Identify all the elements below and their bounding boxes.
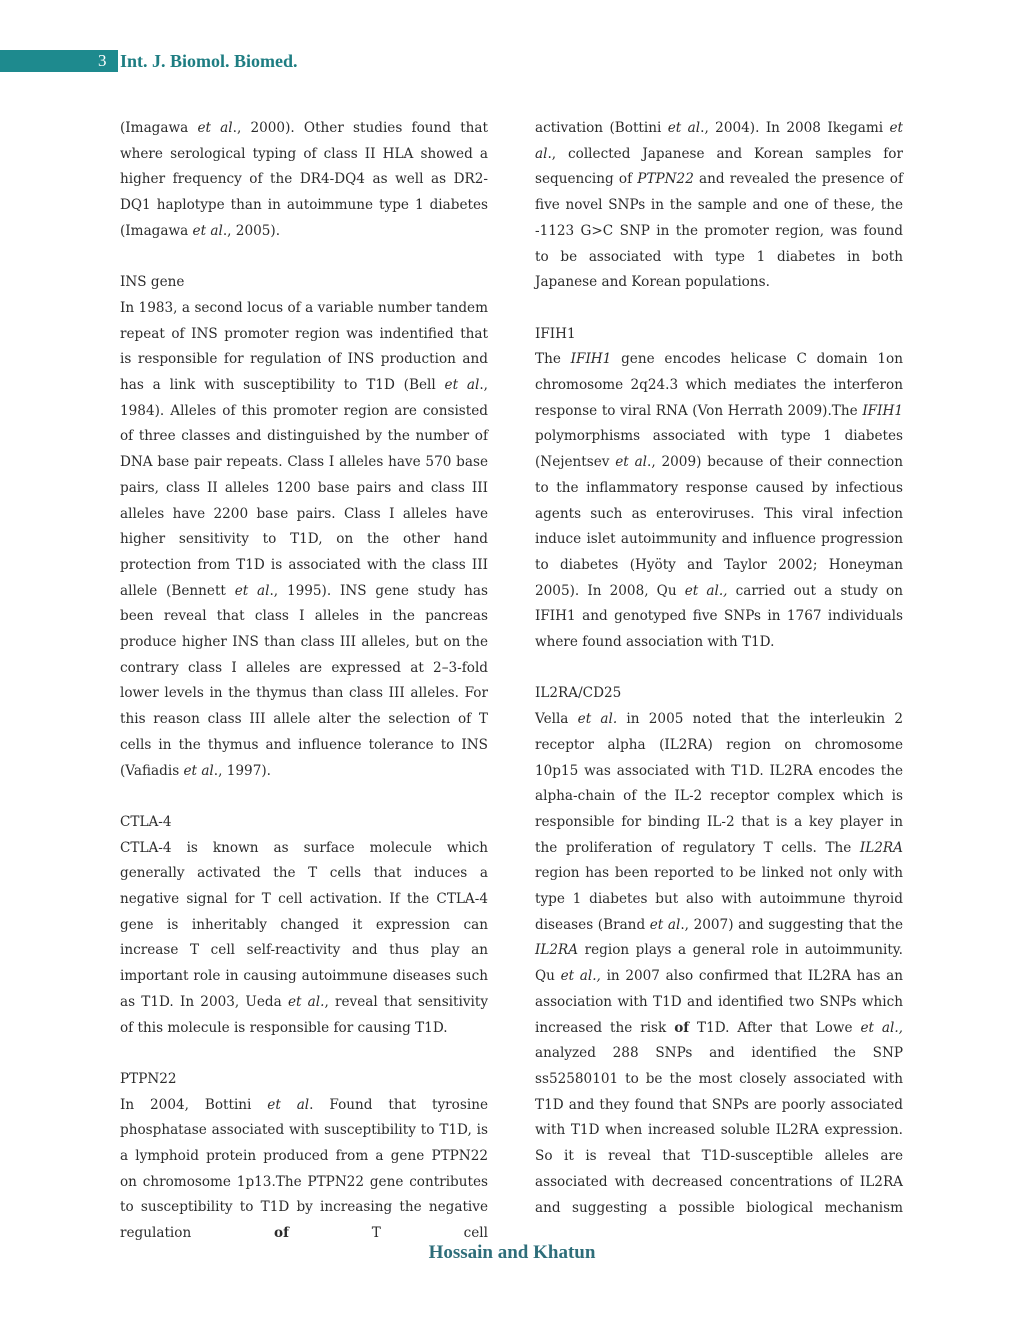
- paragraph: [120, 116, 488, 245]
- text-run: carried out a study on IFIH1 and genotyped five SNPs in 1767 individuals where found association with T1D.: [535, 582, 903, 651]
- text-run: region plays a general role in autoimmunity. Qu: [535, 942, 903, 985]
- text-run: in 2007 also confirmed that IL2RA has an association with T1D and identified two SNPs which increased the risk: [535, 968, 903, 1036]
- italic-run: et al: [444, 377, 480, 394]
- italic-run: et al: [234, 582, 270, 599]
- italic-run: et al: [267, 1096, 310, 1113]
- text-run: region has been reported to be linked not only with type 1 diabetes but also with autoimmune thyroid diseases (Brand: [535, 865, 903, 933]
- paragraph: [535, 116, 903, 296]
- section-heading-ctla4: CTLA-4: [120, 813, 172, 830]
- text-run: . Found that tyrosine phosphatase associated with susceptibility to T1D, is a lymphoid protein produced from a gene PTPN22 on chromosome 1p13.The PTPN22 gene contributes to susceptibility to T1D by increasing the negative regulation: [120, 1096, 488, 1242]
- text-run: , reveal that sensitivity of this molecule is responsible for causing T1D.: [120, 993, 488, 1036]
- text-run: T1D. After that Lowe: [689, 1019, 861, 1036]
- italic-run: et al.: [287, 993, 325, 1010]
- text-run: analyzed 288 SNPs and identified the SNP ss52580101 to be the most closely associated with T1D and they found that SNPs are poorly associated with T1D when increased soluble IL2RA expression. So it is reveal that T1D-susceptible alleles are associated with decreased concentrations of IL2RA and suggesting a possible biological mechanism: [535, 1045, 903, 1216]
- italic-run: IFIH1: [570, 351, 612, 368]
- text-run: polymorphisms associated with type 1 diabetes (Nejentsev: [535, 428, 903, 471]
- italic-run: et al.: [577, 711, 618, 728]
- section-heading-il2ra: IL2RA/CD25: [535, 685, 622, 702]
- italic-run: et al: [192, 222, 223, 239]
- italic-run: IFIH1: [862, 402, 903, 419]
- text-run: and revealed the presence of five novel SNPs in the sample and one of these, the -1123 G>C SNP in the promoter region, was found to be associated with type 1 diabetes in both Japanese and Korean populations.: [535, 171, 903, 291]
- journal-title: Int. J. Biomol. Biomed.: [120, 51, 298, 71]
- text-run: in 2005 noted that the interleukin 2 receptor alpha (IL2RA) region on chromosome 10p15 was associated with T1D. IL2RA encodes the alpha-chain of the IL-2 receptor complex which is responsible for binding IL-2 that is a key player in the proliferation of regulatory T cells. The: [535, 711, 904, 856]
- italic-run: IL2RA: [535, 942, 579, 959]
- italic-run: et al.,: [684, 582, 728, 599]
- italic-run: et al: [649, 916, 681, 933]
- text-run: ., 2000). Other studies found that where serological typing of class II HLA showed a higher frequency of the DR4-DQ4 as well as DR2-DQ1 haplotype than in autoimmune type 1 diabetes (Imagawa: [120, 120, 488, 239]
- section-heading-ifih1: IFIH1: [535, 325, 576, 342]
- right-column: [535, 116, 903, 1221]
- italic-run: et al: [535, 120, 903, 162]
- text-run: ., 2005).: [222, 222, 281, 239]
- text-run: ., 1997).: [213, 762, 271, 779]
- bold-run: of: [674, 1019, 690, 1036]
- italic-run: et al: [197, 120, 233, 136]
- paragraph: [120, 1093, 488, 1247]
- footer-authors: Hossain and Khatun: [428, 1242, 596, 1263]
- text-run: CTLA-4 is known as surface molecule which generally activated the T cells that induces a negative signal for T cell activation. If the CTLA-4 gene is inheritably changed it expression can increase T cell self-reactivity and thus play an important role in causing autoimmune diseases such as T1D. In 2003, Ueda: [120, 839, 488, 1010]
- paragraph: [120, 296, 488, 784]
- text-run: ., 2004). In 2008 Ikegami: [700, 120, 890, 136]
- bold-run: of: [274, 1225, 289, 1242]
- text-run: The: [535, 351, 571, 368]
- text-run: In 2004, Bottini: [120, 1096, 268, 1113]
- paragraph: [120, 836, 488, 1042]
- section-heading-ptpn22: PTPN22: [120, 1070, 177, 1087]
- italic-run: PTPN22: [637, 171, 694, 188]
- text-run: gene encodes helicase C domain 1on chromosome 2q24.3 which mediates the interferon response to viral RNA (Von Herrath 2009).The: [535, 351, 903, 419]
- paragraph: [535, 707, 903, 1221]
- text-run: (Imagawa: [120, 120, 198, 136]
- paragraph: [535, 347, 903, 655]
- italic-run: et al: [183, 762, 214, 779]
- italic-run: et al.,: [860, 1019, 903, 1036]
- page-number: 3: [98, 51, 107, 70]
- italic-run: et al: [667, 120, 701, 136]
- text-run: ., 1995). INS gene study has been reveal that class I alleles in the pancreas produce higher INS than class III alleles, but on the contrary class I alleles are expressed at 2–3-fold lower levels in the thymus than class III alleles. For this reason class III allele alter the selection of T cells in the thymus and influence tolerance to INS (Vafiadis: [120, 582, 488, 779]
- text-run: activation (Bottini: [535, 120, 668, 136]
- italic-run: et al.,: [560, 968, 601, 985]
- left-column: [120, 116, 488, 1247]
- text-run: ., 2009) because of their connection to the inflammatory response caused by infectious agents such as enteroviruses. This viral infection induce islet autoimmunity and influence progression to diabetes (Hyöty and Taylor 2002; Honeyman 2005). In 2008, Qu: [535, 454, 903, 599]
- text-run: ., 2007) and suggesting that the: [680, 916, 903, 933]
- italic-run: IL2RA: [859, 839, 903, 856]
- text-run: T cell: [288, 1225, 489, 1242]
- italic-run: et al: [615, 454, 648, 471]
- text-run: ., 1984). Alleles of this promoter region are consisted of three classes and distinguished by the number of DNA base pair repeats. Class I alleles have 570 base pairs, class II alleles 1200 base pairs and class III alleles have 2200 base pairs. Class I alleles have higher sensitivity to T1D, on the other hand protection from T1D is associated with the class III allele (Bennett: [120, 377, 488, 599]
- section-heading-ins: INS gene: [120, 274, 185, 291]
- text-run: Vella: [535, 711, 578, 728]
- text-run: In 1983, a second locus of a variable number tandem repeat of INS promoter region was indentified that is responsible for regulation of INS production and has a link with susceptibility to T1D (Bell: [120, 299, 488, 394]
- text-run: ., collected Japanese and Korean samples for sequencing of: [535, 145, 903, 188]
